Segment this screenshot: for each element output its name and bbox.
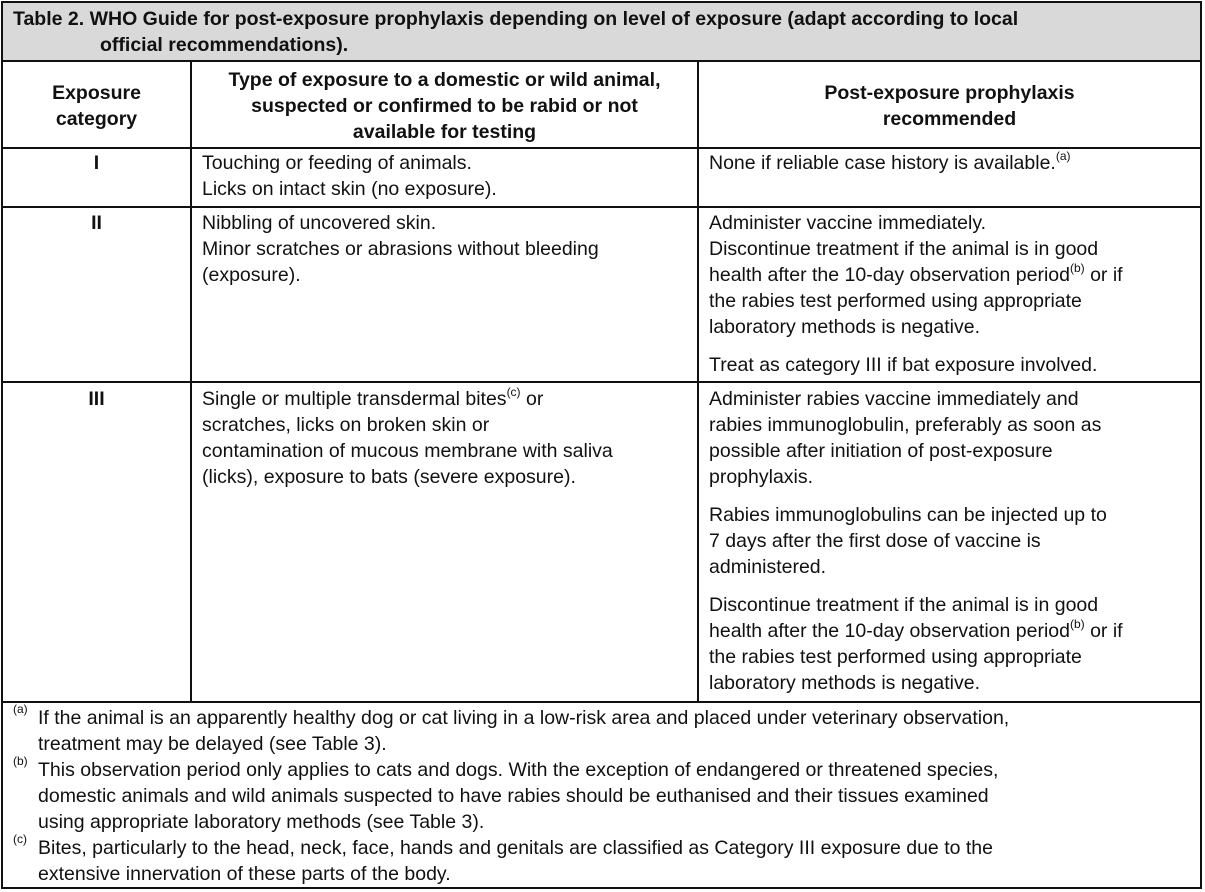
footnote-mark: (c) bbox=[13, 831, 27, 846]
header-text: category bbox=[55, 107, 138, 130]
pep-cell bbox=[709, 150, 1199, 176]
pep-line: the rabies test performed using appropriate bbox=[709, 290, 1082, 312]
pep-paragraph bbox=[709, 210, 1199, 340]
pep-line: Discontinue treatment if the animal is in good bbox=[709, 594, 1099, 616]
exposure-line bbox=[202, 386, 692, 412]
table-title bbox=[3, 3, 1200, 62]
footnote-line: If the animal is an apparently healthy dog or cat living in a low-risk area and placed under veterinary observation, bbox=[38, 707, 1010, 729]
footnote-line: using appropriate laboratory methods (see Table 3). bbox=[38, 811, 485, 833]
pep-line: 7 days after the first dose of vaccine is bbox=[709, 530, 1041, 552]
header-text: Post-exposure prophylaxis bbox=[824, 81, 1075, 104]
header-pep-recommended bbox=[699, 64, 1200, 147]
exposure-cell bbox=[202, 210, 692, 288]
pep-line: Administer rabies vaccine immediately and bbox=[709, 388, 1079, 410]
footnote-ref: (c) bbox=[506, 384, 521, 399]
row-divider-2 bbox=[3, 381, 1200, 383]
footnote-line: domestic animals and wild animals suspected to have rabies should be euthanised and their tissues examined bbox=[38, 785, 989, 807]
pep-text: or if bbox=[1084, 620, 1123, 642]
category-cell: II bbox=[91, 212, 102, 234]
footnote-line: Bites, particularly to the head, neck, face, hands and genitals are classified as Category III exposure due to the bbox=[38, 837, 993, 859]
exposure-text: Single or multiple transdermal bites bbox=[202, 388, 507, 410]
footnote-line: treatment may be delayed (see Table 3). bbox=[38, 733, 387, 755]
footnote-mark: (b) bbox=[13, 753, 28, 768]
pep-cell bbox=[709, 210, 1199, 378]
header-text: suspected or confirmed to be rabid or not bbox=[251, 94, 638, 117]
pep-line: Treat as category III if bat exposure involved. bbox=[709, 354, 1098, 376]
exposure-line: Licks on intact skin (no exposure). bbox=[202, 178, 497, 200]
footnote-b bbox=[3, 753, 1200, 835]
exposure-text: or bbox=[520, 388, 544, 410]
footnote-a bbox=[3, 701, 1200, 757]
pep-paragraph bbox=[709, 592, 1199, 696]
pep-line: administered. bbox=[709, 556, 827, 578]
exposure-line: (exposure). bbox=[202, 264, 301, 286]
pep-paragraph bbox=[709, 502, 1199, 580]
pep-line: rabies immunoglobulin, preferably as soon as bbox=[709, 414, 1102, 436]
footnote-line: extensive innervation of these parts of the body. bbox=[38, 863, 451, 885]
header-text: Exposure bbox=[52, 81, 141, 104]
exposure-line: Minor scratches or abrasions without bleeding bbox=[202, 238, 599, 260]
pep-paragraph bbox=[709, 352, 1199, 378]
pep-line: laboratory methods is negative. bbox=[709, 672, 980, 694]
footnote-mark: (a) bbox=[13, 701, 28, 716]
footnote-ref: (a) bbox=[1055, 148, 1071, 163]
pep-paragraph bbox=[709, 386, 1199, 490]
header-exposure-category bbox=[3, 64, 190, 147]
footnotes bbox=[3, 701, 1200, 887]
table-frame bbox=[1, 1, 1202, 889]
pep-line: laboratory methods is negative. bbox=[709, 316, 980, 338]
title-line-1: Table 2. WHO Guide for post-exposure prophylaxis depending on level of exposure (adapt according to local bbox=[13, 8, 1019, 30]
footnote-c bbox=[3, 831, 1200, 887]
exposure-line: contamination of mucous membrane with saliva bbox=[202, 440, 613, 462]
title-line-2: official recommendations). bbox=[100, 34, 349, 56]
pep-line bbox=[709, 262, 1199, 288]
pep-line: Rabies immunoglobulins can be injected up to bbox=[709, 504, 1107, 526]
pep-line: possible after initiation of post-exposure bbox=[709, 440, 1053, 462]
footnote-line: This observation period only applies to cats and dogs. With the exception of endangered or threatened species, bbox=[38, 759, 999, 781]
pep-line: Administer vaccine immediately. bbox=[709, 212, 987, 234]
header-type-of-exposure bbox=[192, 64, 697, 147]
pep-text: health after the 10-day observation period bbox=[709, 264, 1070, 286]
category-cell: I bbox=[93, 152, 100, 174]
exposure-line: Nibbling of uncovered skin. bbox=[202, 212, 437, 234]
exposure-cell bbox=[202, 150, 692, 202]
pep-text: health after the 10-day observation period bbox=[709, 620, 1070, 642]
row-divider-3 bbox=[3, 701, 1200, 703]
row-divider-1 bbox=[3, 206, 1200, 208]
exposure-cell bbox=[202, 386, 692, 490]
pep-line bbox=[709, 150, 1199, 176]
header-text: available for testing bbox=[352, 120, 537, 143]
pep-line: Discontinue treatment if the animal is in good bbox=[709, 238, 1099, 260]
footnote-ref: (b) bbox=[1070, 260, 1085, 275]
exposure-line: Touching or feeding of animals. bbox=[202, 152, 472, 174]
header-text: recommended bbox=[882, 107, 1017, 130]
pep-text: None if reliable case history is available. bbox=[709, 152, 1056, 174]
row-divider-header bbox=[3, 147, 1200, 149]
pep-cell bbox=[709, 386, 1199, 696]
exposure-line: (licks), exposure to bats (severe exposure). bbox=[202, 466, 576, 488]
header-text: Type of exposure to a domestic or wild animal, bbox=[228, 68, 661, 91]
pep-line: the rabies test performed using appropriate bbox=[709, 646, 1082, 668]
exposure-line: scratches, licks on broken skin or bbox=[202, 414, 490, 436]
pep-line bbox=[709, 618, 1199, 644]
footnote-ref: (b) bbox=[1070, 616, 1085, 631]
pep-text: or if bbox=[1084, 264, 1123, 286]
pep-line: prophylaxis. bbox=[709, 466, 814, 488]
category-cell: III bbox=[88, 388, 105, 410]
